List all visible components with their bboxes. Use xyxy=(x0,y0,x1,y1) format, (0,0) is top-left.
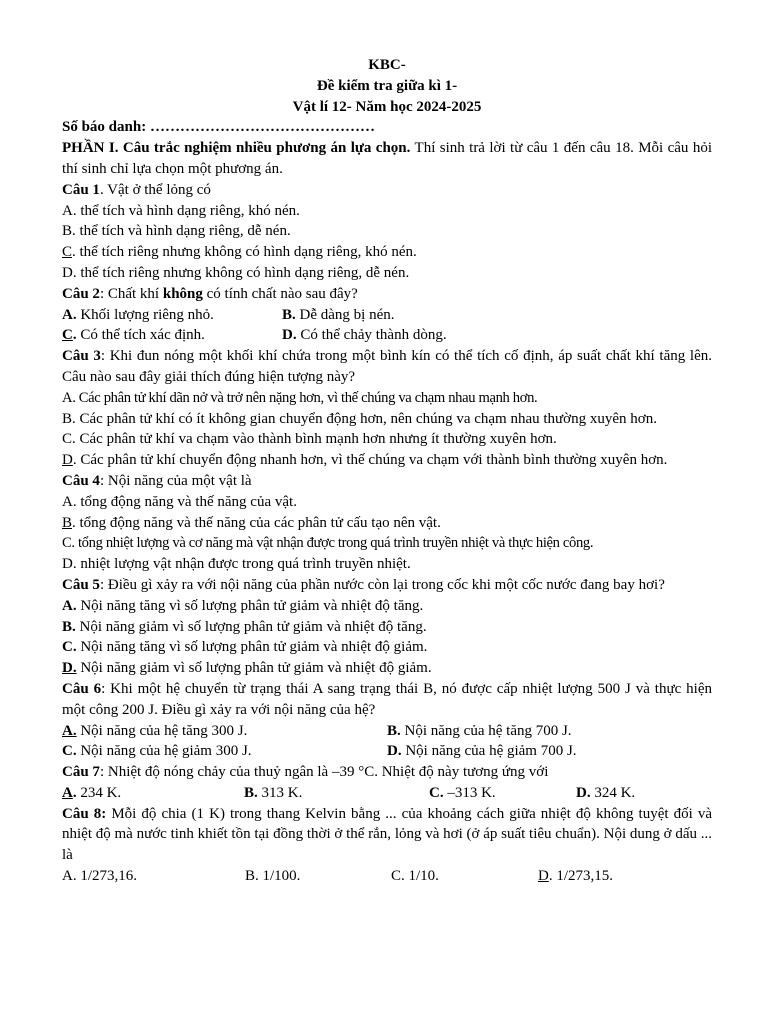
q8-option-d xyxy=(538,866,613,887)
part1-heading xyxy=(62,138,712,180)
header-title: Đề kiểm tra giữa kì 1- xyxy=(316,77,458,94)
q2-options-row-2 xyxy=(62,325,712,346)
q2-option-b-text: Dễ dàng bị nén. xyxy=(295,306,395,323)
candidate-number-label: Số báo danh: xyxy=(62,119,147,136)
q8-option-a: A. 1/273,16. xyxy=(62,868,137,885)
q5-option-a-letter: A. xyxy=(62,597,77,614)
question-6-label: Câu 6 xyxy=(62,680,102,697)
q6-option-b-text: Nội năng của hệ tăng 700 J. xyxy=(400,722,572,739)
q7-option-a xyxy=(62,783,244,804)
question-8-text: Mỗi độ chia (1 K) trong thang Kelvin bằng ... của khoảng cách giữa nhiệt độ không tuyệt đối và nhiệt độ mà nước tinh khiết tồn tại đồng thời ở thể rắn, lỏng và hơi (ở áp suất tiêu chuẩn). Nội dung ở dấu ... là xyxy=(62,805,712,864)
question-5-label: Câu 5 xyxy=(62,576,100,593)
q6-option-a xyxy=(62,721,387,742)
q5-option-b-letter: B. xyxy=(62,618,76,635)
question-7-text: : Nhiệt độ nóng chảy của thuỷ ngân là –39 °C. Nhiệt độ này tương ứng với xyxy=(99,764,549,781)
q8-option-d-letter: D xyxy=(538,868,549,885)
question-2-label: Câu 2 xyxy=(62,285,100,302)
q6-option-c-text: Nội năng của hệ giảm 300 J. xyxy=(76,743,252,760)
question-3-label: Câu 3 xyxy=(62,348,101,365)
q4-option-b-text: . tổng động năng và thế năng của các phân tử cấu tạo nên vật. xyxy=(72,514,441,531)
q3-option-a: A. Các phân tử khí dãn nở và trở nên nặng hơn, vì thế chúng va chạm nhau mạnh hơn. xyxy=(62,389,538,406)
q7-option-d-text: 324 K. xyxy=(590,784,636,801)
q6-option-b-letter: B. xyxy=(387,722,401,739)
question-8 xyxy=(62,804,712,866)
q6-option-d-text: Nội năng của hệ giảm 700 J. xyxy=(401,743,577,760)
question-2-text-emphasis: không xyxy=(162,285,203,302)
candidate-number-line xyxy=(62,117,712,138)
q7-option-c xyxy=(429,783,576,804)
q5-option-d xyxy=(62,658,712,679)
question-5-text: : Điều gì xảy ra với nội năng của phần nước còn lại trong cốc khi một cốc nước đang bay hơi? xyxy=(99,576,665,593)
q1-option-b: B. thể tích và hình dạng riêng, dễ nén. xyxy=(62,223,291,240)
question-2 xyxy=(62,284,712,305)
q2-options-row-1 xyxy=(62,305,712,326)
q5-option-b-text: Nội năng giảm vì số lượng phân tử giảm và nhiệt độ tăng. xyxy=(75,618,427,635)
q7-option-d xyxy=(576,783,635,804)
question-7 xyxy=(62,762,712,783)
q1-option-a: A. thể tích và hình dạng riêng, khó nén. xyxy=(62,202,300,219)
question-3 xyxy=(62,346,712,388)
q7-option-d-letter: D. xyxy=(576,784,591,801)
q4-option-d: D. nhiệt lượng vật nhận được trong quá trình truyền nhiệt. xyxy=(62,556,411,573)
q4-option-b-letter: B xyxy=(62,514,73,531)
question-7-label: Câu 7 xyxy=(62,764,100,781)
q6-option-a-letter: A. xyxy=(62,722,77,739)
q7-option-b xyxy=(244,783,429,804)
question-1 xyxy=(62,180,712,201)
q6-option-b xyxy=(387,721,712,742)
q4-option-c: C. tổng nhiệt lượng và cơ năng mà vật nhận được trong quá trình truyền nhiệt và thực hiện công. xyxy=(62,535,594,552)
q8-option-b: B. 1/100. xyxy=(245,868,301,885)
q8-option-c: C. 1/10. xyxy=(391,868,439,885)
q8-options-row xyxy=(62,866,712,887)
q7-option-c-letter: C. xyxy=(429,784,444,801)
q5-option-d-letter: D. xyxy=(62,660,77,677)
candidate-number-dots: ……………………………………… xyxy=(149,119,375,136)
q7-option-a-dot: . xyxy=(72,784,77,801)
q1-option-c xyxy=(62,242,712,263)
q3-option-d-text: . Các phân tử khí chuyển động nhanh hơn, vì thế chúng va chạm với thành bình thường xuyên hơn. xyxy=(72,452,668,469)
part1-instruction: Thí sinh trả lời từ câu 1 đến câu 18. Mỗi câu hỏi thí sinh chỉ lựa chọn một phương án. xyxy=(62,140,712,177)
q3-option-d-letter: D xyxy=(62,452,73,469)
q2-option-d-letter: D. xyxy=(282,327,297,344)
header-subject: Vật lí 12- Năm học 2024-2025 xyxy=(292,98,482,115)
q4-option-b xyxy=(62,513,712,534)
question-2-text-pre: : Chất khí xyxy=(99,285,163,302)
q2-option-d xyxy=(282,325,502,346)
q5-option-c-text: Nội năng tăng vì số lượng phân tử giảm và nhiệt độ giảm. xyxy=(76,639,428,656)
q4-option-a: A. tổng động năng và thế năng của vật. xyxy=(62,493,297,510)
q6-option-c xyxy=(62,741,387,762)
question-6-text: : Khi một hệ chuyển từ trạng thái A sang trạng thái B, nó được cấp nhiệt lượng 500 J và thực hiện một công 200 J. Điều gì xảy ra với nội năng của hệ? xyxy=(62,680,712,718)
header-code: KBC- xyxy=(368,57,406,73)
q2-option-b xyxy=(282,305,502,326)
q2-option-c xyxy=(62,325,282,346)
q1-option-c-letter: C xyxy=(62,244,73,261)
q5-option-a-text: Nội năng tăng vì số lượng phân tử giảm và nhiệt độ tăng. xyxy=(76,597,424,614)
q7-options-row xyxy=(62,783,712,804)
question-2-text-post: có tính chất nào sau đây? xyxy=(202,285,358,302)
part1-title: PHẦN I. Câu trắc nghiệm nhiều phương án lựa chọn. xyxy=(62,140,411,157)
question-4 xyxy=(62,471,712,492)
q7-option-b-letter: B. xyxy=(244,784,258,801)
question-4-text: : Nội năng của một vật là xyxy=(99,472,252,489)
question-1-text: . Vật ở thể lỏng có xyxy=(99,181,211,198)
question-8-label: Câu 8: xyxy=(62,805,107,822)
q2-option-c-letter: C xyxy=(62,327,73,344)
question-4-label: Câu 4 xyxy=(62,472,100,489)
q7-option-a-text: 234 K. xyxy=(76,784,122,801)
question-1-label: Câu 1 xyxy=(62,181,100,198)
q3-option-d xyxy=(62,450,712,471)
q5-option-a xyxy=(62,596,712,617)
q6-option-d xyxy=(387,741,712,762)
q2-option-c-text: Có thể tích xác định. xyxy=(76,327,205,344)
q5-option-c-letter: C. xyxy=(62,639,77,656)
q6-options-row-1 xyxy=(62,721,712,742)
q5-option-c xyxy=(62,637,712,658)
q3-option-b: B. Các phân tử khí có ít không gian chuyển động hơn, nên chúng va chạm nhau thường xuyên hơn. xyxy=(62,410,657,427)
q1-option-c-text: . thể tích riêng nhưng không có hình dạng riêng, khó nén. xyxy=(72,244,417,261)
q6-options-row-2 xyxy=(62,741,712,762)
q2-option-a-text: Khối lượng riêng nhỏ. xyxy=(76,306,214,323)
q6-option-a-text: Nội năng của hệ tăng 300 J. xyxy=(76,722,248,739)
q6-option-c-letter: C. xyxy=(62,743,77,760)
q8-option-d-text: . 1/273,15. xyxy=(548,868,614,885)
q5-option-d-text: Nội năng giảm vì số lượng phân tử giảm và nhiệt độ giảm. xyxy=(76,660,432,677)
question-3-text: : Khi đun nóng một khối khí chứa trong một bình kín có thể tích cố định, áp suất chất khí tăng lên. Câu nào sau đây giải thích đúng hiện tượng này? xyxy=(62,348,712,385)
q2-option-a xyxy=(62,305,282,326)
question-6 xyxy=(62,679,712,721)
q6-option-d-letter: D. xyxy=(387,743,402,760)
q3-option-c: C. Các phân tử khí va chạm vào thành bình mạnh hơn nhưng ít thường xuyên hơn. xyxy=(62,431,557,448)
q1-option-d: D. thể tích riêng nhưng không có hình dạng riêng, dễ nén. xyxy=(62,264,410,281)
q2-option-a-letter: A. xyxy=(62,306,77,323)
q5-option-b xyxy=(62,617,712,638)
q2-option-d-text: Có thể chảy thành dòng. xyxy=(296,327,447,344)
question-5 xyxy=(62,575,712,596)
q7-option-b-text: 313 K. xyxy=(257,784,303,801)
q7-option-c-text: –313 K. xyxy=(443,784,496,801)
q2-option-b-letter: B. xyxy=(282,306,296,323)
q2-option-c-dot: . xyxy=(72,327,77,344)
q7-option-a-letter: A xyxy=(62,784,73,801)
